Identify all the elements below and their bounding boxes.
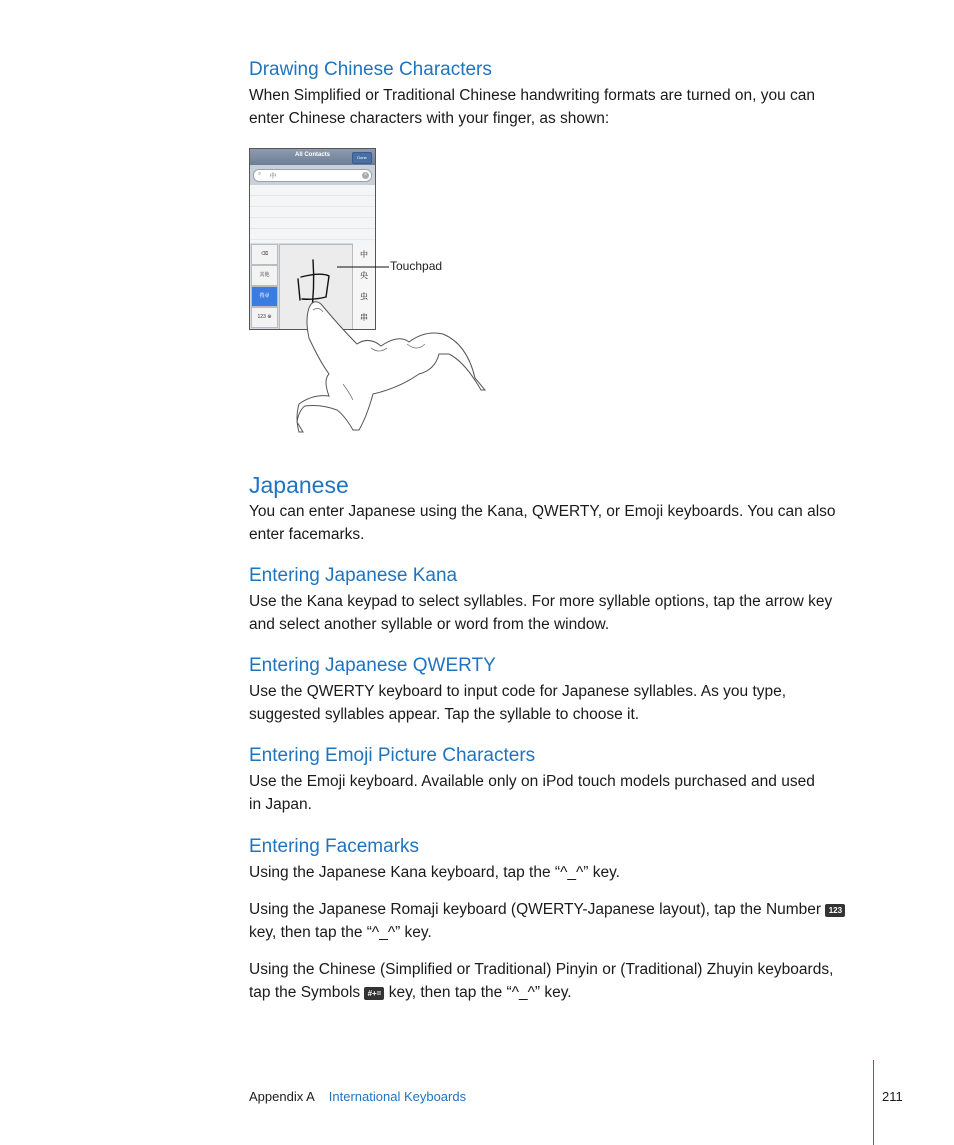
paragraph-emoji — [249, 770, 859, 816]
touchpad-callout: Touchpad — [390, 259, 443, 273]
finger-outline — [297, 302, 485, 432]
search-value: 中 — [270, 174, 277, 180]
number-key-icon: 123 — [825, 904, 845, 917]
text-line: Use the QWERTY keyboard to input code for Japanese syllables. As you type, — [249, 683, 787, 700]
candidate-item[interactable]: 央 — [360, 271, 368, 280]
paragraph-kana — [249, 590, 859, 636]
text-segment: tap the Symbols — [249, 984, 361, 1001]
search-key[interactable]: 搜尋 — [251, 286, 278, 307]
text-line: Use the Kana keypad to select syllables. For more syllable options, tap the arrow key — [249, 593, 833, 610]
candidate-item[interactable]: 中 — [360, 250, 368, 259]
heading-japanese: Japanese — [249, 472, 349, 498]
symbols-key-icon: #+= — [364, 987, 384, 1000]
heading-drawing-chinese: Drawing Chinese Characters — [249, 59, 492, 80]
text-segment: Using the Japanese Romaji keyboard (QWERTY-Japanese layout), tap the Number — [249, 901, 822, 918]
paragraph-facemarks-chinese — [249, 958, 859, 1004]
clear-icon[interactable]: × — [362, 172, 369, 179]
number-globe-key[interactable]: 123 ⊕ — [251, 307, 278, 328]
heading-kana: Entering Japanese Kana — [249, 565, 458, 586]
page-footer — [249, 1089, 466, 1104]
finger-illustration — [249, 148, 494, 433]
other-key[interactable]: 其他 — [251, 265, 278, 286]
text-line: suggested syllables appear. Tap the syllable to choose it. — [249, 706, 640, 723]
text-segment: key, then tap the “^_^” key. — [388, 984, 572, 1001]
heading-facemarks: Entering Facemarks — [249, 836, 420, 857]
handwriting-figure — [249, 148, 494, 433]
paragraph-qwerty — [249, 680, 859, 726]
footer-section: Appendix A — [249, 1089, 315, 1104]
page-rule — [873, 1060, 874, 1145]
footer-chapter-link[interactable]: International Keyboards — [328, 1089, 467, 1104]
heading-qwerty: Entering Japanese QWERTY — [249, 655, 496, 676]
text-line: When Simplified or Traditional Chinese handwriting formats are turned on, you can — [249, 87, 816, 104]
paragraph-facemarks-kana — [249, 861, 859, 884]
text-line: Using the Japanese Kana keyboard, tap the “^_^” key. — [249, 864, 620, 881]
text-line: Use the Emoji keyboard. Available only on iPod touch models purchased and used — [249, 773, 815, 790]
page-number: 211 — [882, 1089, 903, 1104]
done-button[interactable]: Done — [352, 152, 372, 164]
nav-title: All Contacts — [294, 152, 330, 158]
text-line: key, then tap the “^_^” key. — [249, 924, 432, 941]
text-line: enter facemarks. — [249, 526, 365, 543]
text-line: enter Chinese characters with your finger, as shown: — [249, 110, 610, 127]
text-line: Using the Chinese (Simplified or Traditional) Pinyin or (Traditional) Zhuyin keyboards, — [249, 961, 834, 978]
magnifier-icon: ⌕ — [258, 171, 262, 177]
candidate-item[interactable]: 虫 — [360, 292, 368, 301]
heading-emoji: Entering Emoji Picture Characters — [249, 745, 536, 766]
text-line — [249, 898, 859, 921]
text-line: in Japan. — [249, 796, 312, 813]
text-line: and select another syllable or word from the window. — [249, 616, 610, 633]
text-line — [249, 981, 859, 1004]
text-line: You can enter Japanese using the Kana, QWERTY, or Emoji keyboards. You can also — [249, 503, 836, 520]
paragraph-drawing-chinese — [249, 84, 859, 130]
paragraph-japanese — [249, 500, 859, 546]
paragraph-facemarks-romaji — [249, 898, 859, 944]
delete-key[interactable]: ⌫ — [251, 244, 278, 265]
candidate-item[interactable]: 串 — [360, 313, 368, 322]
